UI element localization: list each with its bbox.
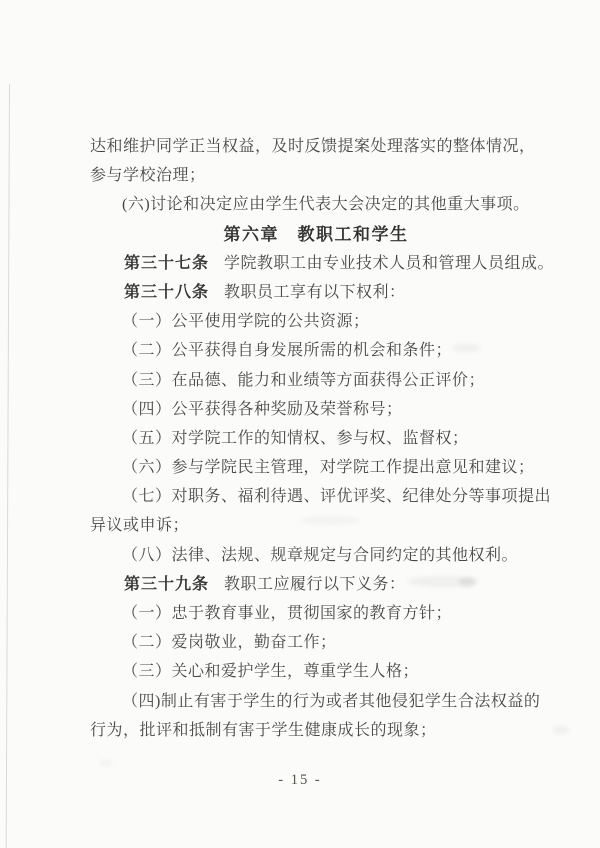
right-item-4: （四）公平获得各种奖励及荣誉称号； (122, 400, 403, 418)
duty-item-1: （一）忠于教育事业，贯彻国家的教育方针； (122, 605, 453, 622)
scan-noise (459, 577, 476, 587)
article-37-number: 第三十七条 (124, 254, 210, 272)
continuation-line: 参与学校治理； (90, 167, 206, 185)
duty-item-4-wrap: 行为，批评和抵制有害于学生健康成长的现象； (90, 721, 437, 739)
right-item-8: （八）法律、法规、规章规定与合同约定的其他权利。 (122, 546, 519, 564)
article-39-number: 第三十九条 (124, 575, 210, 593)
right-item-3: （三）在品德、能力和业绩等方面获得公正评价； (122, 371, 486, 389)
article-38-text: 教职员工享有以下权利： (224, 283, 406, 301)
right-item-7-wrap: 异议或申诉； (90, 517, 190, 535)
right-item-2: （二）公平获得自身发展所需的机会和条件； (122, 342, 453, 360)
scan-noise (300, 516, 360, 525)
article-38-number: 第三十八条 (124, 283, 210, 301)
article-38 (90, 278, 542, 307)
article-37-text: 学院教职工由专业技术人员和管理人员组成。 (224, 254, 555, 272)
scan-noise (553, 726, 569, 734)
scan-noise (100, 760, 112, 766)
right-item-1: （一）公平使用学院的公共资源； (122, 313, 370, 331)
chapter-heading: 第六章 教职工和学生 (223, 224, 409, 244)
duty-item-4: （四)制止有害于学生的行为或者其他侵犯学生合法权益的 (122, 692, 541, 710)
document-body (90, 132, 555, 745)
page-number: - 15 - (278, 772, 322, 788)
article-37 (90, 249, 555, 278)
duty-item-3: （三）关心和爱护学生，尊重学生人格； (122, 663, 420, 681)
scan-edge-artifact (6, 84, 11, 848)
article-39-text: 教职工应履行以下义务： (224, 575, 406, 593)
duty-item-2: （二）爱岗敬业，勤奋工作； (122, 634, 337, 652)
scan-noise (452, 344, 480, 352)
list-item-prev-6: (六)讨论和决定应由学生代表大会决定的其他重大事项。 (122, 196, 530, 214)
continuation-line: 达和维护同学正当权益，及时反馈提案处理落实的整体情况， (90, 138, 536, 155)
right-item-6: （六）参与学院民主管理，对学院工作提出意见和建议； (122, 459, 535, 477)
right-item-7: （七）对职务、福利待遇、评优评奖、纪律处分等事项提出 (122, 488, 552, 506)
right-item-5: （五）对学院工作的知情权、参与权、监督权； (122, 429, 469, 447)
